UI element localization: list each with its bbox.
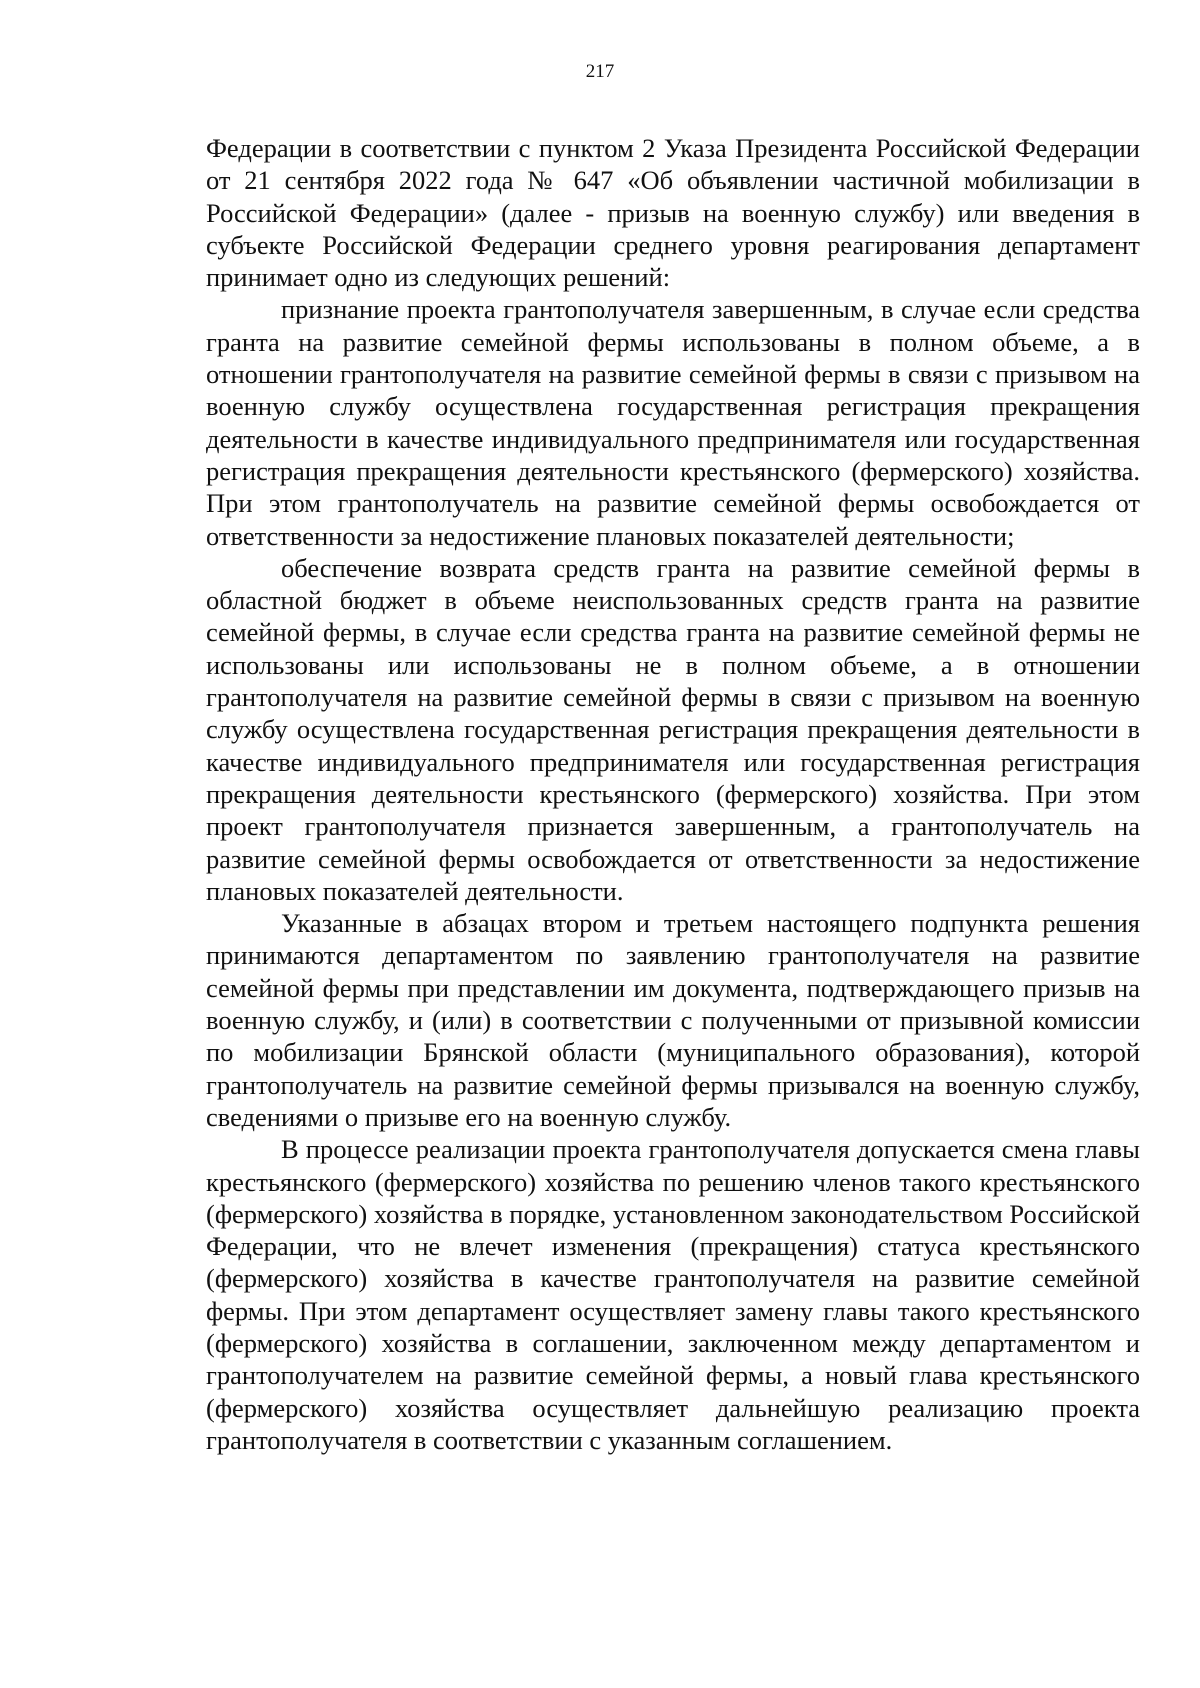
paragraph-continuation: Федерации в соответствии с пунктом 2 Указа Президента Российской Федерации от 21 сентября 2022 года № 647 «Об объявлении частичной мобилизации в Российской Федерации» (далее - призыв на военную службу) или введения в субъекте Российской Федерации среднего уровня реагирования департамент принимает одно из следующих решений:	[206, 133, 1140, 293]
paragraph-refund-decision: обеспечение возврата средств гранта на развитие семейной фермы в областной бюджет в объеме неиспользованных средств гранта на развитие семейной фермы, в случае если средства гранта на развитие семейной фермы не использованы или использованы не в полном объеме, а в отношении грантополучателя на развитие семейной фермы в связи с призывом на военную службу осуществлена государственная регистрация прекращения деятельности в качестве индивидуального предпринимателя или государственная регистрация прекращения деятельности крестьянского (фермерского) хозяйства. При этом проект грантополучателя признается завершенным, а грантополучатель на развитие семейной фермы освобождается от ответственности за недостижение плановых показателей деятельности.	[206, 552, 1140, 906]
paragraph-completion-decision: признание проекта грантополучателя завершенным, в случае если средства гранта на развитие семейной фермы использованы в полном объеме, а в отношении грантополучателя на развитие семейной фермы в связи с призывом на военную службу осуществлена государственная регистрация прекращения деятельности в качестве индивидуального предпринимателя или государственная регистрация прекращения деятельности крестьянского (фермерского) хозяйства. При этом грантополучатель на развитие семейной фермы освобождается от ответственности за недостижение плановых показателей деятельности;	[206, 294, 1140, 551]
document-body	[206, 132, 1140, 1456]
paragraph-head-replacement: В процессе реализации проекта грантополучателя допускается смена главы крестьянского (фермерского) хозяйства по решению членов такого крестьянского (фермерского) хозяйства в порядке, установленном законодательством Российской Федерации, что не влечет изменения (прекращения) статуса крестьянского (фермерского) хозяйства в качестве грантополучателя на развитие семейной фермы. При этом департамент осуществляет замену главы такого крестьянского (фермерского) хозяйства в соглашении, заключенном между департаментом и грантополучателем на развитие семейной фермы, а новый глава крестьянского (фермерского) хозяйства осуществляет дальнейшую реализацию проекта грантополучателя в соответствии с указанным соглашением.	[206, 1134, 1140, 1455]
page-number: 217	[585, 61, 615, 82]
paragraph-decision-basis: Указанные в абзацах втором и третьем настоящего подпункта решения принимаются департаментом по заявлению грантополучателя на развитие семейной фермы при представлении им документа, подтверждающего призыв на военную службу, и (или) в соответствии с полученными от призывной комиссии по мобилизации Брянской области (муниципального образования), которой грантополучатель на развитие семейной фермы призывался на военную службу, сведениями о призыве его на военную службу.	[206, 908, 1140, 1132]
